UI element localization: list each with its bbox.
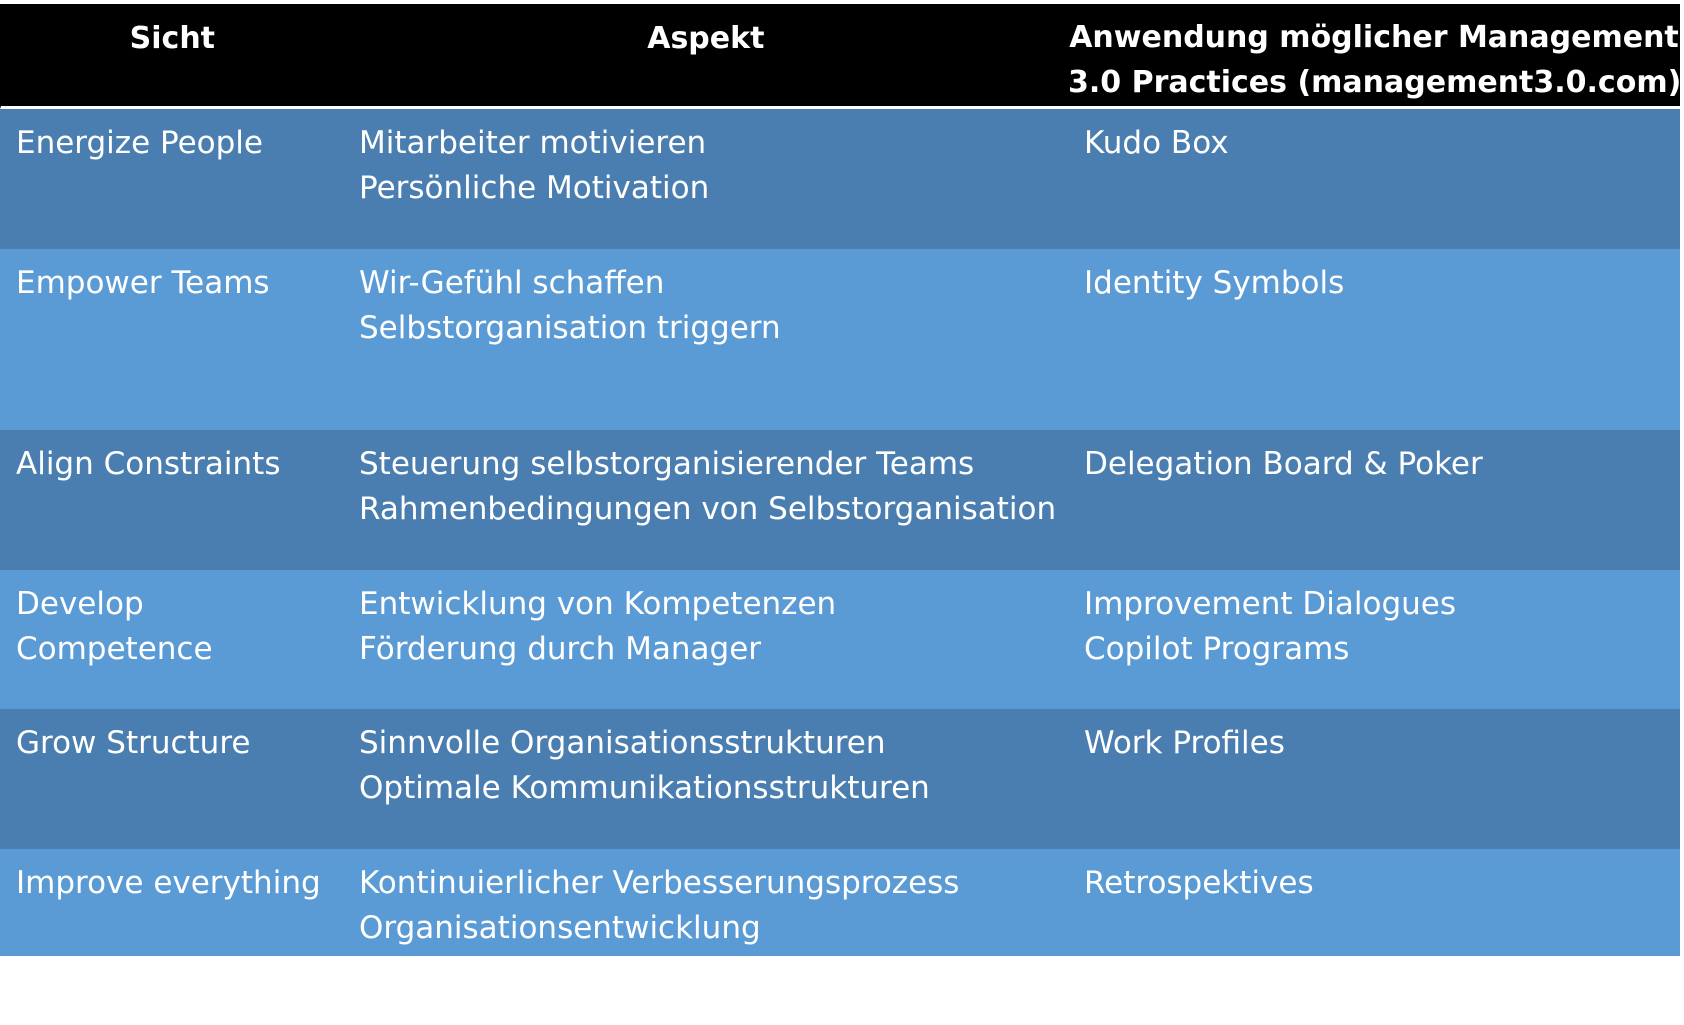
sicht-text: Energize People [16, 125, 263, 161]
sicht-text: Improve everything [16, 865, 321, 901]
aspekt-text: Mitarbeiter motivieren [359, 125, 707, 161]
cell-practices [1068, 430, 1680, 570]
aspekt-text: Selbstorganisation triggern [359, 310, 781, 346]
table-row [0, 709, 1680, 849]
aspekt-text: Entwicklung von Kompetenzen [359, 586, 837, 622]
practice-text: Delegation Board & Poker [1084, 446, 1483, 482]
table-row [0, 249, 1680, 430]
aspekt-text: Sinnvolle Organisationsstrukturen [359, 725, 886, 761]
cell-sicht [0, 709, 343, 849]
aspekt-text: Förderung durch Manager [359, 631, 762, 667]
sicht-text: Empower Teams [16, 265, 270, 301]
cell-sicht [0, 849, 343, 956]
sicht-text: Grow Structure [16, 725, 251, 761]
cell-practices [1068, 109, 1680, 249]
table-row [0, 430, 1680, 570]
header-sicht-label: Sicht [129, 21, 216, 56]
practice-text: Copilot Programs [1084, 631, 1350, 667]
header-aspekt-label: Aspekt [647, 21, 765, 56]
sicht-text: Align Constraints [16, 446, 281, 482]
aspekt-text: Rahmenbedingungen von Selbstorganisation [359, 491, 1057, 527]
practice-text: Improvement Dialogues [1084, 586, 1456, 622]
header-sicht [1, 4, 344, 106]
table-row [0, 570, 1680, 709]
practice-text: Retrospektives [1084, 865, 1314, 901]
practice-text: Kudo Box [1084, 125, 1229, 161]
aspekt-text: Kontinuierlicher Verbesserungsprozess [359, 865, 960, 901]
aspekt-text: Steuerung selbstorganisierender Teams [359, 446, 975, 482]
cell-aspekt [343, 709, 1068, 849]
table-row [0, 109, 1680, 249]
aspekt-text: Optimale Kommunikationsstrukturen [359, 770, 930, 806]
cell-aspekt [343, 109, 1068, 249]
header-practices [1068, 4, 1680, 106]
aspekt-text: Persönliche Motivation [359, 170, 710, 206]
sicht-text: Develop [16, 586, 144, 622]
cell-sicht [0, 430, 343, 570]
cell-practices [1068, 709, 1680, 849]
header-practices-label-line2: 3.0 Practices (management3.0.com) [1068, 65, 1682, 100]
header-aspekt [344, 4, 1068, 106]
management-practices-table [0, 4, 1680, 956]
cell-aspekt [343, 849, 1068, 956]
cell-practices [1068, 849, 1680, 956]
header-practices-label-line1: Anwendung möglicher Management [1069, 20, 1679, 55]
cell-sicht [0, 249, 343, 430]
table-row [0, 849, 1680, 956]
aspekt-text: Organisationsentwicklung [359, 910, 761, 946]
practice-text: Identity Symbols [1084, 265, 1345, 301]
cell-sicht [0, 570, 343, 709]
cell-sicht [0, 109, 343, 249]
cell-aspekt [343, 249, 1068, 430]
practice-text: Work Profiles [1084, 725, 1285, 761]
cell-aspekt [343, 430, 1068, 570]
table-header-row [0, 4, 1680, 109]
cell-practices [1068, 570, 1680, 709]
cell-practices [1068, 249, 1680, 430]
sicht-text: Competence [16, 631, 213, 667]
aspekt-text: Wir-Gefühl schaffen [359, 265, 665, 301]
cell-aspekt [343, 570, 1068, 709]
